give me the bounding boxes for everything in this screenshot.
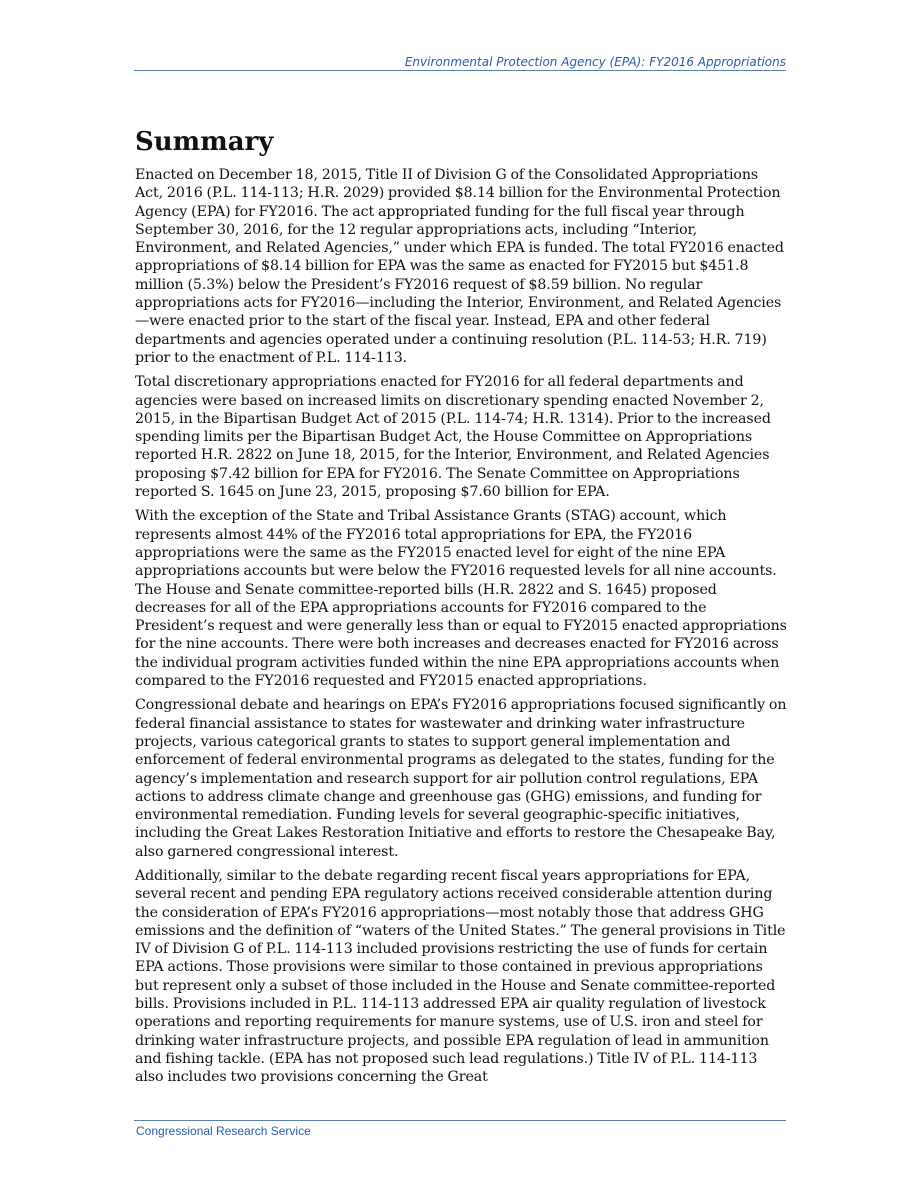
page-footer (134, 1120, 786, 1138)
paragraph: Additionally, similar to the debate regarding recent fiscal years appropriations for EPA, several recent and pending EPA regulatory actions received considerable attention during the consideration of EPA’s FY2016 appropriations—most notably those that address GHG emissions and the definition of “waters of the United States.” The general provisions in Title IV of Division G of P.L. 114-113 included provisions restricting the use of funds for certain EPA actions. Those provisions were similar to those contained in previous appropriations but represent only a subset of those included in the House and Senate committee-reported bills. Provisions included in P.L. 114-113 addressed EPA air quality regulation of livestock operations and reporting requirements for manure systems, use of U.S. iron and steel for drinking water infrastructure projects, and possible EPA regulation of lead in ammunition and fishing tackle. (EPA has not proposed such lead regulations.) Title IV of P.L. 114-113 also includes two provisions concerning the Great (135, 867, 786, 1086)
paragraph: Total discretionary appropriations enacted for FY2016 for all federal departments and agencies were based on increased limits on discretionary spending enacted November 2, 2015, in the Bipartisan Budget Act of 2015 (P.L. 114-74; H.R. 1314). Prior to the increased spending limits per the Bipartisan Budget Act, the House Committee on Appropriations reported H.R. 2822 on June 18, 2015, for the Interior, Environment, and Related Agencies proposing $7.42 billion for EPA for FY2016. The Senate Committee on Appropriations reported S. 1645 on June 23, 2015, proposing $7.60 billion for EPA. (135, 374, 771, 501)
paragraph: With the exception of the State and Tribal Assistance Grants (STAG) account, which represents almost 44% of the FY2016 total appropriations for EPA, the FY2016 appropriations were the same as the FY2015 enacted level for eight of the nine EPA appropriations accounts but were below the FY2016 requested levels for all nine accounts. The House and Senate committee-reported bills (H.R. 2822 and S. 1645) proposed decreases for all of the EPA appropriations accounts for FY2016 compared to the President’s request and were generally less than or equal to FY2015 enacted appropriations for the nine accounts. There were both increases and decreases enacted for FY2016 across the individual program activities funded within the nine EPA appropriations accounts when compared to the FY2016 requested and FY2015 enacted appropriations. (135, 508, 787, 690)
section-heading: Summary (135, 127, 274, 157)
running-title: Environmental Protection Agency (EPA): FY2016 Appropriations (404, 55, 786, 69)
running-header (134, 52, 786, 71)
paragraph: Enacted on December 18, 2015, Title II of Division G of the Consolidated Appropriations Act, 2016 (P.L. 114-113; H.R. 2029) provided $8.14 billion for the Environmental Protection Agency (EPA) for FY2016. The act appropriated funding for the full fiscal year through September 30, 2016, for the 12 regular appropriations acts, including “Interior, Environment, and Related Agencies,” under which EPA is funded. The total FY2016 enacted appropriations of $8.14 billion for EPA was the same as enacted for FY2015 but $451.8 million (5.3%) below the President’s FY2016 request of $8.59 billion. No regular appropriations acts for FY2016—including the Interior, Environment, and Related Agencies—were enacted prior to the start of the fiscal year. Instead, EPA and other federal departments and agencies operated under a continuing resolution (P.L. 114-53; H.R. 719) prior to the enactment of P.L. 114-113. (135, 167, 784, 366)
main-content (135, 124, 787, 1093)
footer-publisher: Congressional Research Service (136, 1124, 311, 1138)
paragraph: Congressional debate and hearings on EPA’s FY2016 appropriations focused significantly on federal financial assistance to states for wastewater and drinking water infrastructure projects, various categorical grants to states to support general implementation and enforcement of federal environmental programs as delegated to the states, funding for the agency’s implementation and research support for air pollution control regulations, EPA actions to address climate change and greenhouse gas (GHG) emissions, and funding for environmental remediation. Funding levels for several geographic-specific initiatives, including the Great Lakes Restoration Initiative and efforts to restore the Chesapeake Bay, also garnered congressional interest. (135, 697, 787, 860)
